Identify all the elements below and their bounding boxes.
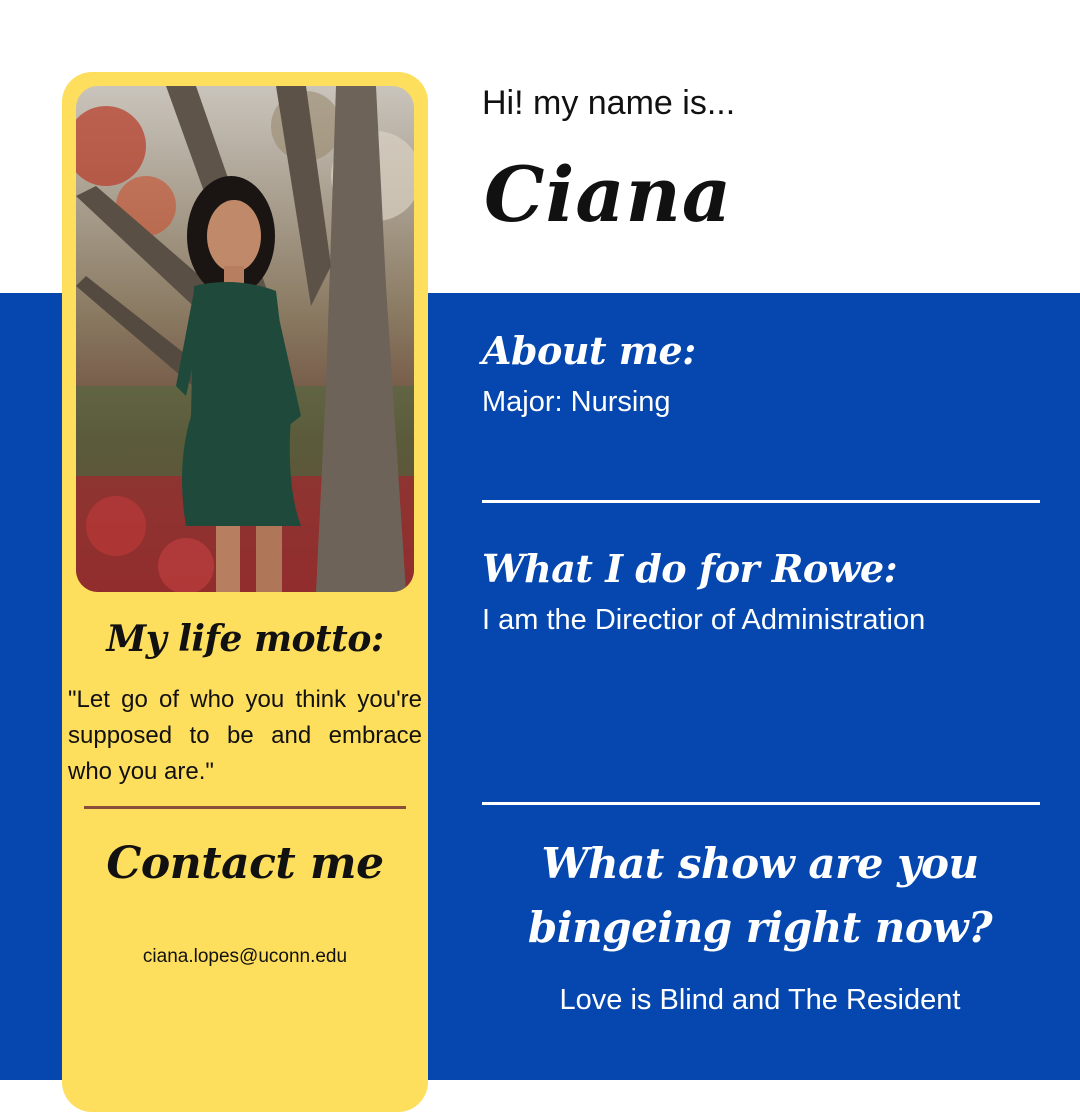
contact-email: ciana.lopes@uconn.edu [142, 946, 348, 967]
divider [482, 802, 1040, 805]
greeting-text: Hi! my name is... [482, 84, 736, 122]
role-heading: What I do for Rowe: [482, 546, 898, 591]
person-name: Ciana [484, 150, 733, 239]
motto-heading: My life motto: [106, 618, 384, 660]
portrait-photo [76, 86, 414, 592]
motto-text: "Let go of who you think you're supposed to be and embrace who you are." [68, 686, 422, 785]
role-body: I am the Directior of Administration [482, 604, 926, 636]
show-heading: What show are you bingeing right now? [527, 839, 993, 952]
about-heading: About me: [482, 328, 696, 373]
about-body: Major: Nursing [482, 386, 671, 418]
divider [482, 500, 1040, 503]
contact-heading: Contact me [106, 838, 384, 889]
divider [84, 806, 406, 809]
show-answer: Love is Blind and The Resident [559, 984, 961, 1016]
